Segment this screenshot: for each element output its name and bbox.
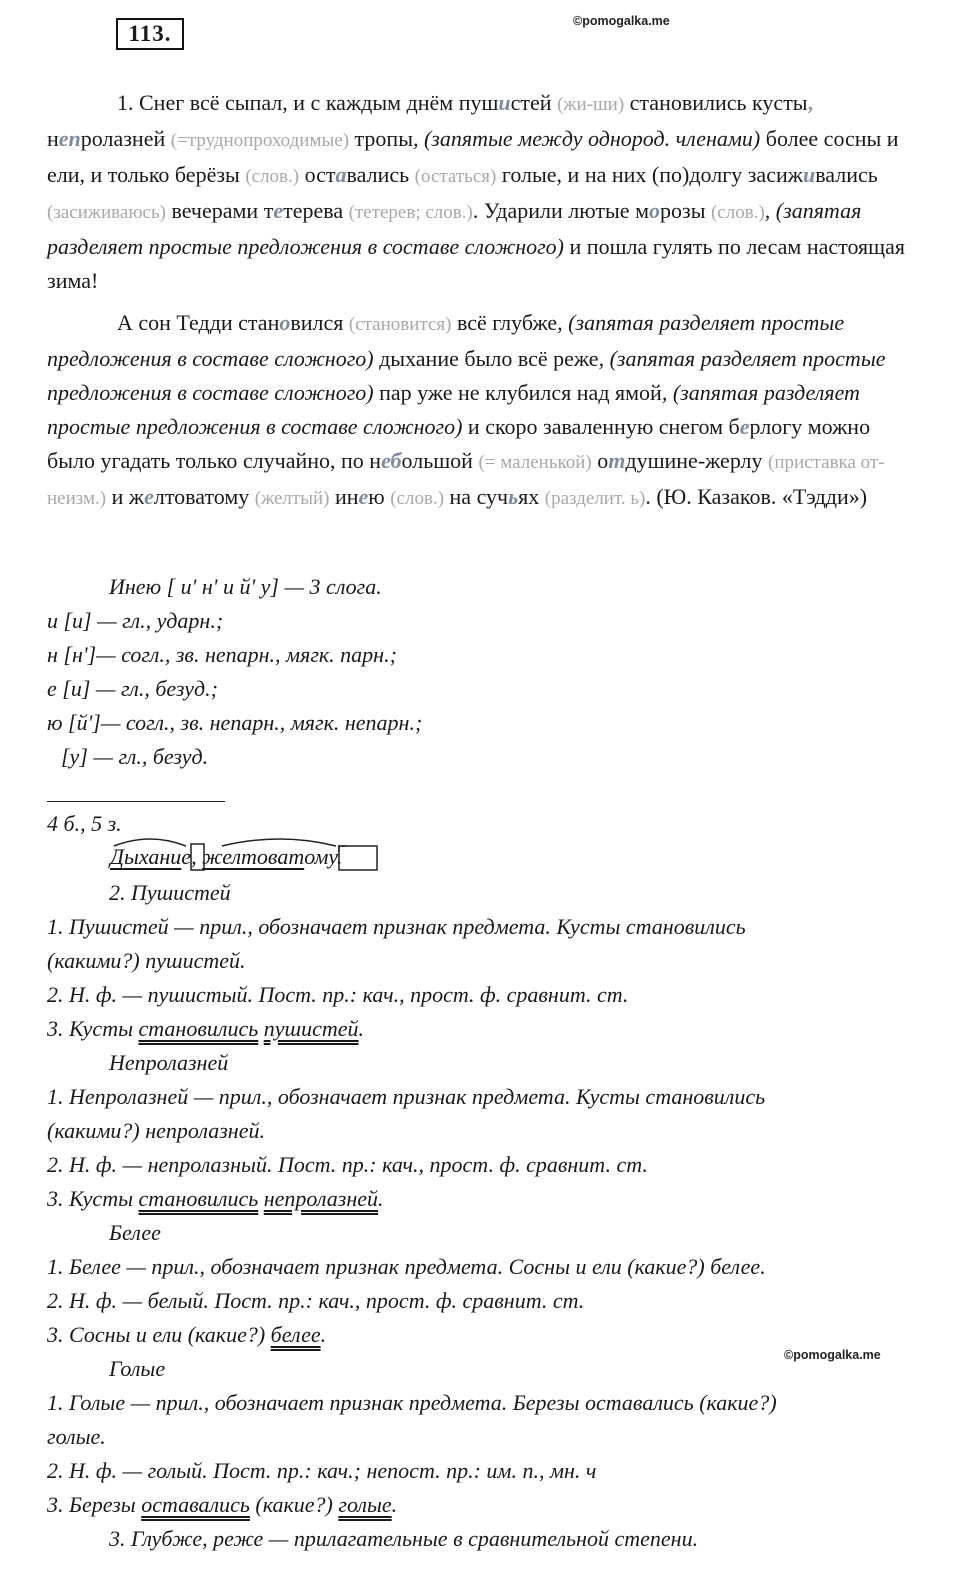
divider	[47, 801, 225, 802]
paragraph-1: 1. Снег всё сыпал, и с каждым днём пушистей (жи-ши) становились кусты, непролазней (=труднопроходимые) тропы, (запятые между однород. членами) более сосны и ели, и только берёзы (слов.) оставались (остаться) голые, и на них (по)долгу засиживались (засиживаюсь) вечерами тетерева (тетерев; слов.). Ударили лютые морозы (слов.), (запятая разделяет простые предложения в составе сложного) и пошла гулять по лесам настоящая зима!	[47, 90, 905, 293]
phonetic-line: [у] — гл., безуд.	[61, 744, 209, 769]
word-heading: Непролазней	[109, 1050, 229, 1075]
phonetic-line: ю [й']— согл., зв. непарн., мягк. непарн.;	[47, 710, 423, 735]
word-heading: Голые	[109, 1356, 166, 1381]
morphological-analysis: 2. Пушистей 1. Пушистей — прил., обозначает признак предмета. Кусты становились (какими?) пушистей. 2. Н. ф. — пушистый. Пост. пр.: кач., прост. ф. сравнит. ст. 3. Кусты становились пушистей. Непролазней 1. Непролазней — прил., обозначает признак предмета. Кусты становились (какими?) непролазней. 2. Н. ф. — непролазный. Пост. пр.: кач., прост. ф. сравнит. ст. 3. Кусты становились непролазней. Белее 1. Белее — прил., обозначает признак предмета. Сосны и ели (какие?) белее. 2. Н. ф. — белый. Пост. пр.: кач., прост. ф. сравнит. ст. 3. Сосны и ели (какие?) белее. Голые 1. Голые — прил., обозначает признак предмета. Березы оставались (какие?) голые. 2. Н. ф. — голый. Пост. пр.: кач.; непост. пр.: им. п., мн. ч 3. Березы оставались (какие?) голые. 3. Глубже, реже — прилагательные в сравнительной степени.	[47, 876, 927, 1556]
phonetic-line: и [и] — гл., ударн.;	[47, 608, 224, 633]
exercise-number: 113.	[116, 18, 184, 50]
watermark-bottom: ©pomogalka.me	[784, 1348, 881, 1362]
main-text	[47, 86, 907, 516]
phonetic-line: Инею [ и' н' и й' у] — 3 слога.	[109, 574, 382, 599]
ending-box	[339, 846, 377, 870]
morphemic-analysis: Дыхание, желтоватому.	[110, 838, 400, 878]
word-heading: 2. Пушистей	[109, 880, 231, 905]
watermark-top: ©pomogalka.me	[573, 14, 670, 28]
phonetic-line: н [н']— согл., зв. непарн., мягк. парн.;	[47, 642, 397, 667]
morph-word-2: желтоват	[202, 844, 305, 869]
phonetic-analysis	[47, 570, 927, 774]
morph-word-1: Дыхани	[110, 844, 182, 869]
word-heading: Белее	[109, 1220, 161, 1245]
phonetic-line: е [и] — гл., безуд.;	[47, 676, 218, 701]
paragraph-2: А сон Тедди становился (становится) всё глубже, (запятая разделяет простые предложения в составе сложного) дыхание было всё реже, (запятая разделяет простые предложения в составе сложного) пар уже не клубился над ямой, (запятая разделяет простые предложения в составе сложного) и скоро заваленную снегом берлогу можно было угадать только случайно, по небольшой (= маленькой) отдушине-жерлу (приставка от- неизм.) и желтоватому (желтый) инею (слов.) на сучьях (разделит. ь). (Ю. Казаков. «Тэдди»)	[47, 310, 886, 509]
letters-sounds-count: 4 б., 5 з.	[47, 811, 122, 836]
